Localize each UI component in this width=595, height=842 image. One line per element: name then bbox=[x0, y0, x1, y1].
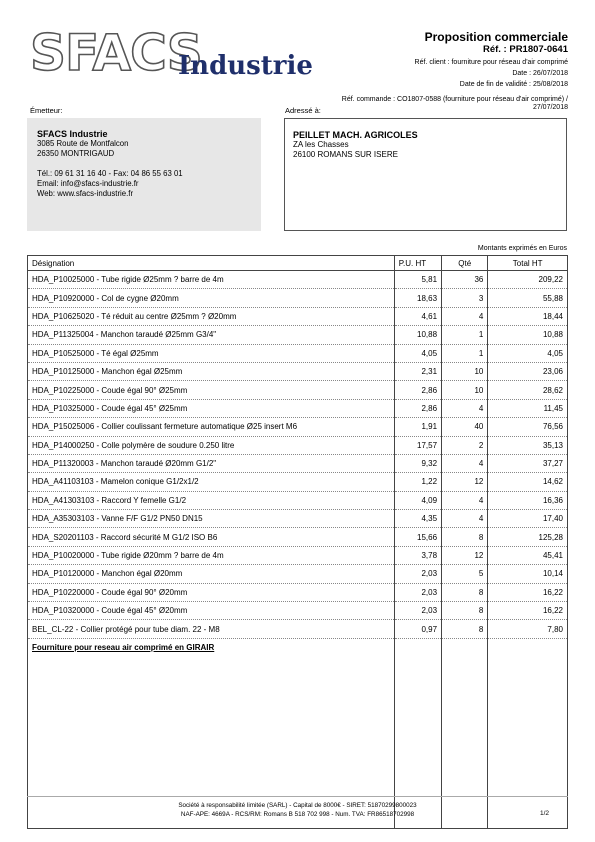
cell-total: 7,80 bbox=[488, 620, 568, 638]
page-number: 1/2 bbox=[539, 810, 549, 817]
table-row bbox=[28, 528, 568, 546]
cell-total: 37,27 bbox=[488, 454, 568, 472]
cell-quantity: 40 bbox=[442, 418, 488, 436]
addressee-street: ZA les Chasses bbox=[293, 140, 349, 149]
table-row bbox=[28, 344, 568, 362]
cell-total: 16,36 bbox=[488, 491, 568, 509]
cell-quantity: 10 bbox=[442, 362, 488, 380]
cell-unit-price: 1,22 bbox=[394, 473, 441, 491]
cell-unit-price: 2,31 bbox=[394, 362, 441, 380]
emitter-email: Email: info@sfacs-industrie.fr bbox=[37, 179, 139, 188]
addressee-name: PEILLET MACH. AGRICOLES bbox=[293, 130, 418, 140]
footer-legal-line2: NAF-APE: 4669A - RCS/RM: Romans B 518 702 998 - Num. TVA: FR86518702998 bbox=[180, 811, 415, 818]
cell-total: 17,40 bbox=[488, 510, 568, 528]
cell-designation: HDA_A41103103 - Mamelon conique G1/2x1/2 bbox=[28, 473, 395, 491]
header-total: Total HT bbox=[488, 256, 568, 271]
cell-designation: HDA_P10625020 - Té réduit au centre Ø25mm ? Ø20mm bbox=[28, 307, 395, 325]
cell-total: 10,14 bbox=[488, 565, 568, 583]
cell-total: 16,22 bbox=[488, 602, 568, 620]
cell-quantity: 4 bbox=[442, 399, 488, 417]
cell-designation: HDA_S20201103 - Raccord sécurité M G1/2 ISO B6 bbox=[28, 528, 395, 546]
emitter-street: 3085 Route de Montfalcon bbox=[37, 139, 129, 148]
cell-total: 23,06 bbox=[488, 362, 568, 380]
cell-unit-price: 0,97 bbox=[394, 620, 441, 638]
table-row bbox=[28, 381, 568, 399]
section-title: Fourniture pour reseau air comprimé en GIRAIR bbox=[28, 638, 395, 656]
table-row bbox=[28, 620, 568, 638]
cell-designation: HDA_P10125000 - Manchon égal Ø25mm bbox=[28, 362, 395, 380]
cell-quantity: 4 bbox=[442, 510, 488, 528]
cell-designation: HDA_P11325004 - Manchon taraudé Ø25mm G3/4" bbox=[28, 326, 395, 344]
table-row bbox=[28, 491, 568, 509]
cell-quantity: 12 bbox=[442, 473, 488, 491]
table-row bbox=[28, 510, 568, 528]
cell-designation: HDA_A41303103 - Raccord Y femelle G1/2 bbox=[28, 491, 395, 509]
cell-quantity: 10 bbox=[442, 381, 488, 399]
header-designation: Désignation bbox=[28, 256, 395, 271]
cell-unit-price: 4,61 bbox=[394, 307, 441, 325]
emitter-phone: Tél.: 09 61 31 16 40 - Fax: 04 86 55 63 01 bbox=[37, 169, 183, 178]
cell-quantity: 1 bbox=[442, 326, 488, 344]
cell-unit-price: 3,78 bbox=[394, 546, 441, 564]
cell-designation: HDA_P10225000 - Coude égal 90° Ø25mm bbox=[28, 381, 395, 399]
table-row bbox=[28, 399, 568, 417]
addressee-box bbox=[284, 118, 567, 231]
client-reference: Réf. client : fourniture pour réseau d'air comprimé bbox=[414, 59, 568, 66]
table-row bbox=[28, 289, 568, 307]
document-title: Proposition commerciale bbox=[424, 30, 568, 44]
cell-total: 4,05 bbox=[488, 344, 568, 362]
cell-designation: BEL_CL-22 - Collier protégé pour tube diam. 22 - M8 bbox=[28, 620, 395, 638]
table-row bbox=[28, 307, 568, 325]
cell-unit-price: 4,35 bbox=[394, 510, 441, 528]
cell-unit-price: 2,03 bbox=[394, 602, 441, 620]
table-row bbox=[28, 565, 568, 583]
table-row bbox=[28, 362, 568, 380]
cell-quantity: 4 bbox=[442, 491, 488, 509]
cell-quantity: 2 bbox=[442, 436, 488, 454]
document-reference: Réf. : PR1807-0641 bbox=[482, 44, 568, 55]
table-row bbox=[28, 473, 568, 491]
cell-quantity: 36 bbox=[442, 271, 488, 289]
cell-designation: HDA_P10325000 - Coude égal 45° Ø25mm bbox=[28, 399, 395, 417]
line-items-table bbox=[27, 255, 568, 829]
order-reference-line2: 27/07/2018 bbox=[532, 104, 568, 111]
cell-unit-price: 2,86 bbox=[394, 399, 441, 417]
cell-unit-price: 2,03 bbox=[394, 583, 441, 601]
cell-designation: HDA_P10320000 - Coude égal 45° Ø20mm bbox=[28, 602, 395, 620]
cell-designation: HDA_P15025006 - Collier coulissant fermeture automatique Ø25 insert M6 bbox=[28, 418, 395, 436]
cell-designation: HDA_P14000250 - Colle polymère de soudure 0.250 litre bbox=[28, 436, 395, 454]
table-row bbox=[28, 583, 568, 601]
company-logo-industrie: Industrie bbox=[178, 51, 313, 81]
cell-unit-price: 18,63 bbox=[394, 289, 441, 307]
table-row bbox=[28, 436, 568, 454]
cell-designation: HDA_P10025000 - Tube rigide Ø25mm ? barre de 4m bbox=[28, 271, 395, 289]
cell-unit-price: 5,81 bbox=[394, 271, 441, 289]
section-row bbox=[28, 638, 568, 656]
cell-unit-price: 4,05 bbox=[394, 344, 441, 362]
table-row bbox=[28, 546, 568, 564]
cell-quantity: 12 bbox=[442, 546, 488, 564]
cell-quantity: 4 bbox=[442, 454, 488, 472]
cell-total: 209,22 bbox=[488, 271, 568, 289]
table-row bbox=[28, 454, 568, 472]
cell-total: 18,44 bbox=[488, 307, 568, 325]
cell-quantity: 8 bbox=[442, 620, 488, 638]
addressee-label: Adressé à: bbox=[285, 106, 321, 115]
header-unit-price: P.U. HT bbox=[394, 256, 441, 271]
currency-note: Montants exprimés en Euros bbox=[477, 245, 567, 252]
table-row bbox=[28, 271, 568, 289]
footer bbox=[0, 801, 595, 819]
cell-unit-price: 17,57 bbox=[394, 436, 441, 454]
cell-total: 45,41 bbox=[488, 546, 568, 564]
cell-unit-price: 4,09 bbox=[394, 491, 441, 509]
cell-unit-price: 10,88 bbox=[394, 326, 441, 344]
cell-unit-price: 1,91 bbox=[394, 418, 441, 436]
emitter-label: Émetteur: bbox=[30, 106, 63, 115]
footer-legal-line1: Société à responsabilité limitée (SARL) - Capital de 8000€ - SIRET: 51870299800023 bbox=[178, 802, 417, 809]
cell-designation: HDA_P10920000 - Col de cygne Ø20mm bbox=[28, 289, 395, 307]
document-date: Date : 26/07/2018 bbox=[512, 70, 568, 77]
cell-designation: HDA_P11320003 - Manchon taraudé Ø20mm G1/2" bbox=[28, 454, 395, 472]
company-logo-sfacs: SFACS bbox=[30, 24, 202, 82]
cell-quantity: 4 bbox=[442, 307, 488, 325]
emitter-box bbox=[27, 118, 261, 231]
cell-total: 76,56 bbox=[488, 418, 568, 436]
header-quantity: Qté bbox=[442, 256, 488, 271]
cell-total: 28,62 bbox=[488, 381, 568, 399]
validity-date: Date de fin de validité : 25/08/2018 bbox=[459, 81, 568, 88]
cell-quantity: 8 bbox=[442, 583, 488, 601]
cell-unit-price: 2,03 bbox=[394, 565, 441, 583]
table-row bbox=[28, 418, 568, 436]
cell-quantity: 3 bbox=[442, 289, 488, 307]
cell-designation: HDA_P10020000 - Tube rigide Ø20mm ? barre de 4m bbox=[28, 546, 395, 564]
cell-total: 14,62 bbox=[488, 473, 568, 491]
cell-total: 55,88 bbox=[488, 289, 568, 307]
cell-unit-price: 15,66 bbox=[394, 528, 441, 546]
table-header-row bbox=[28, 256, 568, 271]
cell-quantity: 8 bbox=[442, 602, 488, 620]
cell-total: 16,22 bbox=[488, 583, 568, 601]
table-row bbox=[28, 326, 568, 344]
cell-quantity: 5 bbox=[442, 565, 488, 583]
emitter-web: Web: www.sfacs-industrie.fr bbox=[37, 189, 134, 198]
table-row bbox=[28, 602, 568, 620]
cell-total: 125,28 bbox=[488, 528, 568, 546]
cell-designation: HDA_P10220000 - Coude égal 90° Ø20mm bbox=[28, 583, 395, 601]
addressee-city: 26100 ROMANS SUR ISERE bbox=[293, 150, 398, 159]
cell-total: 11,45 bbox=[488, 399, 568, 417]
order-reference-line1: Réf. commande : CO1807-0588 (fourniture pour réseau d'air comprimé) / bbox=[341, 96, 568, 103]
cell-designation: HDA_A35303103 - Vanne F/F G1/2 PN50 DN15 bbox=[28, 510, 395, 528]
cell-quantity: 8 bbox=[442, 528, 488, 546]
cell-designation: HDA_P10120000 - Manchon égal Ø20mm bbox=[28, 565, 395, 583]
cell-total: 35,13 bbox=[488, 436, 568, 454]
emitter-name: SFACS Industrie bbox=[37, 129, 108, 139]
cell-total: 10,88 bbox=[488, 326, 568, 344]
cell-designation: HDA_P10525000 - Té égal Ø25mm bbox=[28, 344, 395, 362]
cell-unit-price: 9,32 bbox=[394, 454, 441, 472]
emitter-city: 26350 MONTRIGAUD bbox=[37, 149, 115, 158]
cell-unit-price: 2,86 bbox=[394, 381, 441, 399]
cell-quantity: 1 bbox=[442, 344, 488, 362]
footer-divider bbox=[27, 796, 568, 797]
